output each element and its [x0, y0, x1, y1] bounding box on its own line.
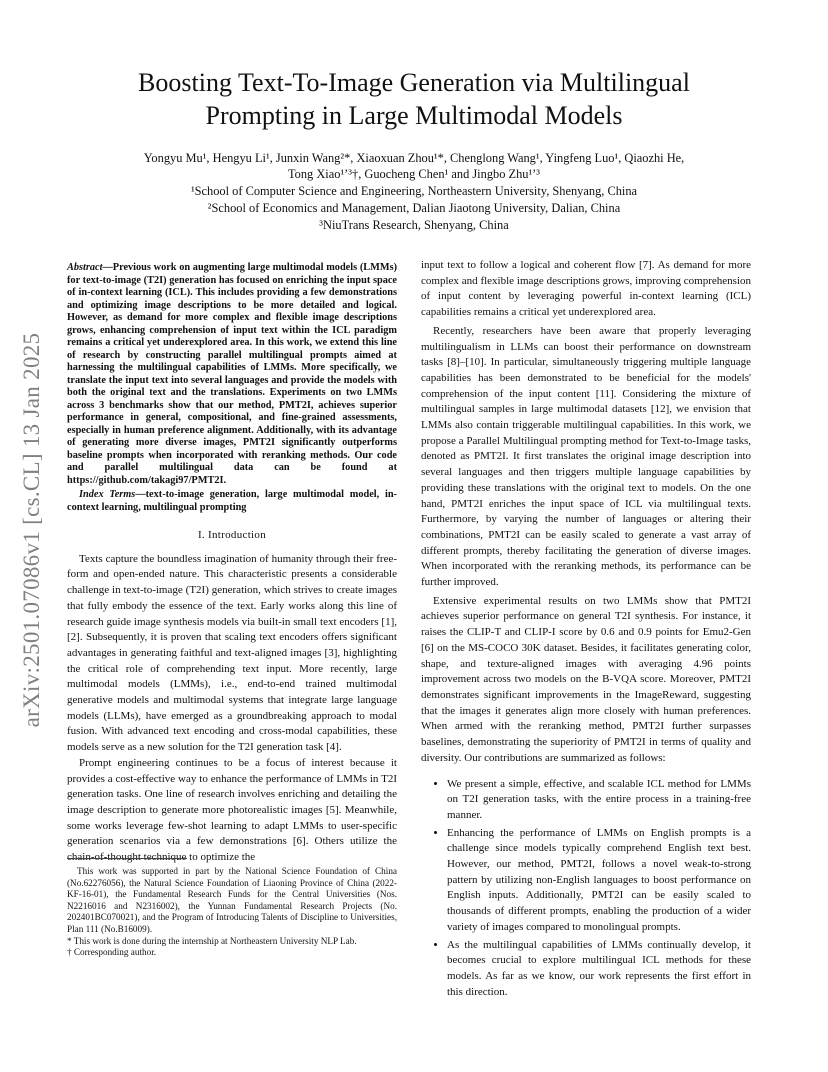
contribution-list: [421, 777, 751, 1001]
intro-paragraph-2: Prompt engineering continues to be a focus of interest because it provides a cost-effective way to enhance the performance of LMMs in T2I generation tasks. One line of research involves enriching and detailing the image description to generate more photorealistic images [5]. Meanwhile, some works leverage few-shot learning to adapt LMMs to user-specific generation scenarios via a few demonstrations [6]. Others utilize the chain-of-thought technique to optimize the: [67, 756, 397, 864]
title-line-1: Boosting Text-To-Image Generation via Multilingual: [138, 68, 690, 97]
footnotes: [67, 866, 397, 959]
arxiv-stamp: [14, 300, 50, 760]
authors-line-1: Yongyu Mu¹, Hengyu Li¹, Junxin Wang²*, Xiaoxuan Zhou¹*, Chenglong Wang¹, Yingfeng Luo¹, Qiaozhi He,: [143, 151, 685, 165]
right-paragraph-3: Extensive experimental results on two LMMs show that PMT2I achieves superior performance on general T2I synthesis. For instance, it raises the CLIP-T and CLIP-I score by 0.6 and 0.9 points for Emu2-Gen [6] on the MS-COCO 30K dataset. Besides, it facilitates generating color, shape, and texture-aligned images with averaging 4.96 points improvement across two models on the B-VQA score. Moreover, PMT2I demonstrates significant improvements in the ImageReward, suggesting that the images it generates align more closely with human preferences. When armed with the reranking method, PMT2I further surpasses baselines, demonstrating the superiority of PMT2I in terms of quality and diversity. Our contributions are summarized as follows:: [421, 594, 751, 764]
right-paragraph-2: Recently, researchers have been aware that properly leveraging multilingualism in LLMs can boost their performance on downstream tasks [8]–[10]. In particular, simultaneously triggering multiple language capabilities has been demonstrated to be beneficial for the models' comprehension of the input content [11]. Considering the mixture of multilingual samples in large multimodal datasets [12], we envision that LMMs also contain triggerable multilingual capabilities. In this work, we propose a Parallel Multilingual prompting method for Text-to-Image tasks, denoted as PMT2I. It first translates the original image description into several languages and then triggers multiple language capabilities by providing these translations with the original text to models. On the one hand, PMT2I enriches the input space of ICL via multilingual texts. Furthermore, by varying the number of languages or altering their combinations, PMT2I can be easily scaled to generate a vast array of different prompts, thereby facilitating the generation of diverse images. When incorporated with the reranking methods, its performance can be further improved.: [421, 324, 751, 589]
footnote-corresponding: † Corresponding author.: [67, 947, 157, 958]
intro-paragraph-1: Texts capture the boundless imagination of humanity through their free-form and open-ended nature. This characteristic presents a considerable challenge in text-to-image (T2I) generation, which strives to create images that fully embody the essence of the text. Early works along this line of research guide image synthesis models via built-in small text encoders [1], [2]. Subsequently, it is proven that scaling text encoders offers significant advantages in generating faithful and text-aligned images [3], highlighting the critical role of comprehending text input. More recently, large multimodal models (LMMs), i.e., end-to-end trained multimodal generative models and multimodal systems that integrate large language models (LLMs), have emerged as a groundbreaking approach to modal fusion. With advanced text encoding and cross-modal capabilities, these models serve as a new solution for the T2I generation task [4].: [67, 552, 397, 754]
title-line-2: Prompting in Large Multimodal Models: [205, 101, 623, 130]
section-heading: I. Introduction: [197, 529, 267, 541]
footnote-funding: This work was supported in part by the National Science Foundation of China (No.62276056), the Natural Science Foundation of Liaoning Province of China (2022-KF-16-01), the Fundamental Research Funds for the Central Universities (Nos. N2216016 and N2316002), the Yunnan Fundamental Research Projects (No. 202401BC070021), and the Program of Introducing Talents of Discipline to Universities, Plan 111 (No.B16009).: [67, 866, 397, 934]
right-column: [421, 258, 751, 1002]
abstract-text: —Previous work on augmenting large multimodal models (LMMs) for text-to-image (T2I) generation has focused on enriching the input space of in-context learning (ICL). This includes providing a few demonstrations and optimizing image descriptions to be more detailed and logical. However, as demand for more complex and flexible image descriptions grows, enhancing comprehension of input text within the ICL paradigm remains a critical yet underexplored area. In this work, we extend this line of research by constructing parallel multilingual prompts aimed at harnessing the multilingual capabilities of LMMs. More specifically, we translate the input text into several languages and provide the models with both the original text and the translations. Experiments on two LMMs across 3 benchmarks show that our method, PMT2I, achieves superior performance in general, compositional, and fine-grained assessments, especially in human preference alignment. Additionally, with its advantage of generating more diverse images, PMT2I significantly outperforms baseline prompts when incorporated with reranking methods. Our code and parallel multilingual data can be found at https://github.com/takagi97/PMT2I.: [67, 262, 397, 486]
left-column: [67, 262, 397, 866]
footnote-internship: * This work is done during the internship at Northeastern University NLP Lab.: [67, 935, 357, 946]
affiliation-1: ¹School of Computer Science and Engineering, Northeastern University, Shenyang, China: [190, 184, 638, 198]
contribution-item-1: • We present a simple, effective, and scalable ICL method for LMMs on T2I generation tasks, with the entire process in a training-free manner.: [447, 777, 751, 824]
index-terms-lead: Index Terms: [79, 489, 136, 500]
contribution-item-3: • As the multilingual capabilities of LMMs continually develop, it becomes crucial to explore multilingual ICL methods for these models. As far as we know, our work represents the first effort in this direction.: [447, 938, 751, 1001]
abstract-lead: Abstract: [67, 262, 103, 273]
affiliation-2: ²School of Economics and Management, Dalian Jiaotong University, Dalian, China: [207, 201, 621, 215]
contribution-item-2: • Enhancing the performance of LMMs on English prompts is a challenge since models typically comprehend English text best. However, our method, PMT2I, follows a novel weak-to-strong pattern by utilizing non-English languages to boost performance on English inputs. Additionally, PMT2I can be easily scaled to thousands of different prompts, enabling the production of a wider variety of images compared to monolingual prompts.: [447, 826, 751, 936]
abstract: [67, 262, 397, 487]
index-terms-text: —text-to-image generation, large multimodal model, in-context learning, multilingual prompting: [67, 489, 397, 513]
affiliation-3: ³NiuTrans Research, Shenyang, China: [319, 218, 509, 232]
arxiv-stamp-text: arXiv:2501.07086v1 [cs.CL] 13 Jan 2025: [19, 332, 44, 728]
author-list: [80, 150, 748, 182]
footnote-rule: [67, 858, 187, 859]
authors-line-2: Tong Xiao¹ʼ³†, Guocheng Chen¹ and Jingbo Zhu¹ʼ³: [287, 167, 541, 181]
paper-title: [70, 66, 758, 132]
index-terms: [67, 489, 397, 514]
right-paragraph-1: input text to follow a logical and coherent flow [7]. As demand for more complex and flexible image descriptions grows, improving comprehension of input content by leveraging powerful in-context learning (ICL) capabilities remains a critical yet underexplored area.: [421, 259, 751, 319]
